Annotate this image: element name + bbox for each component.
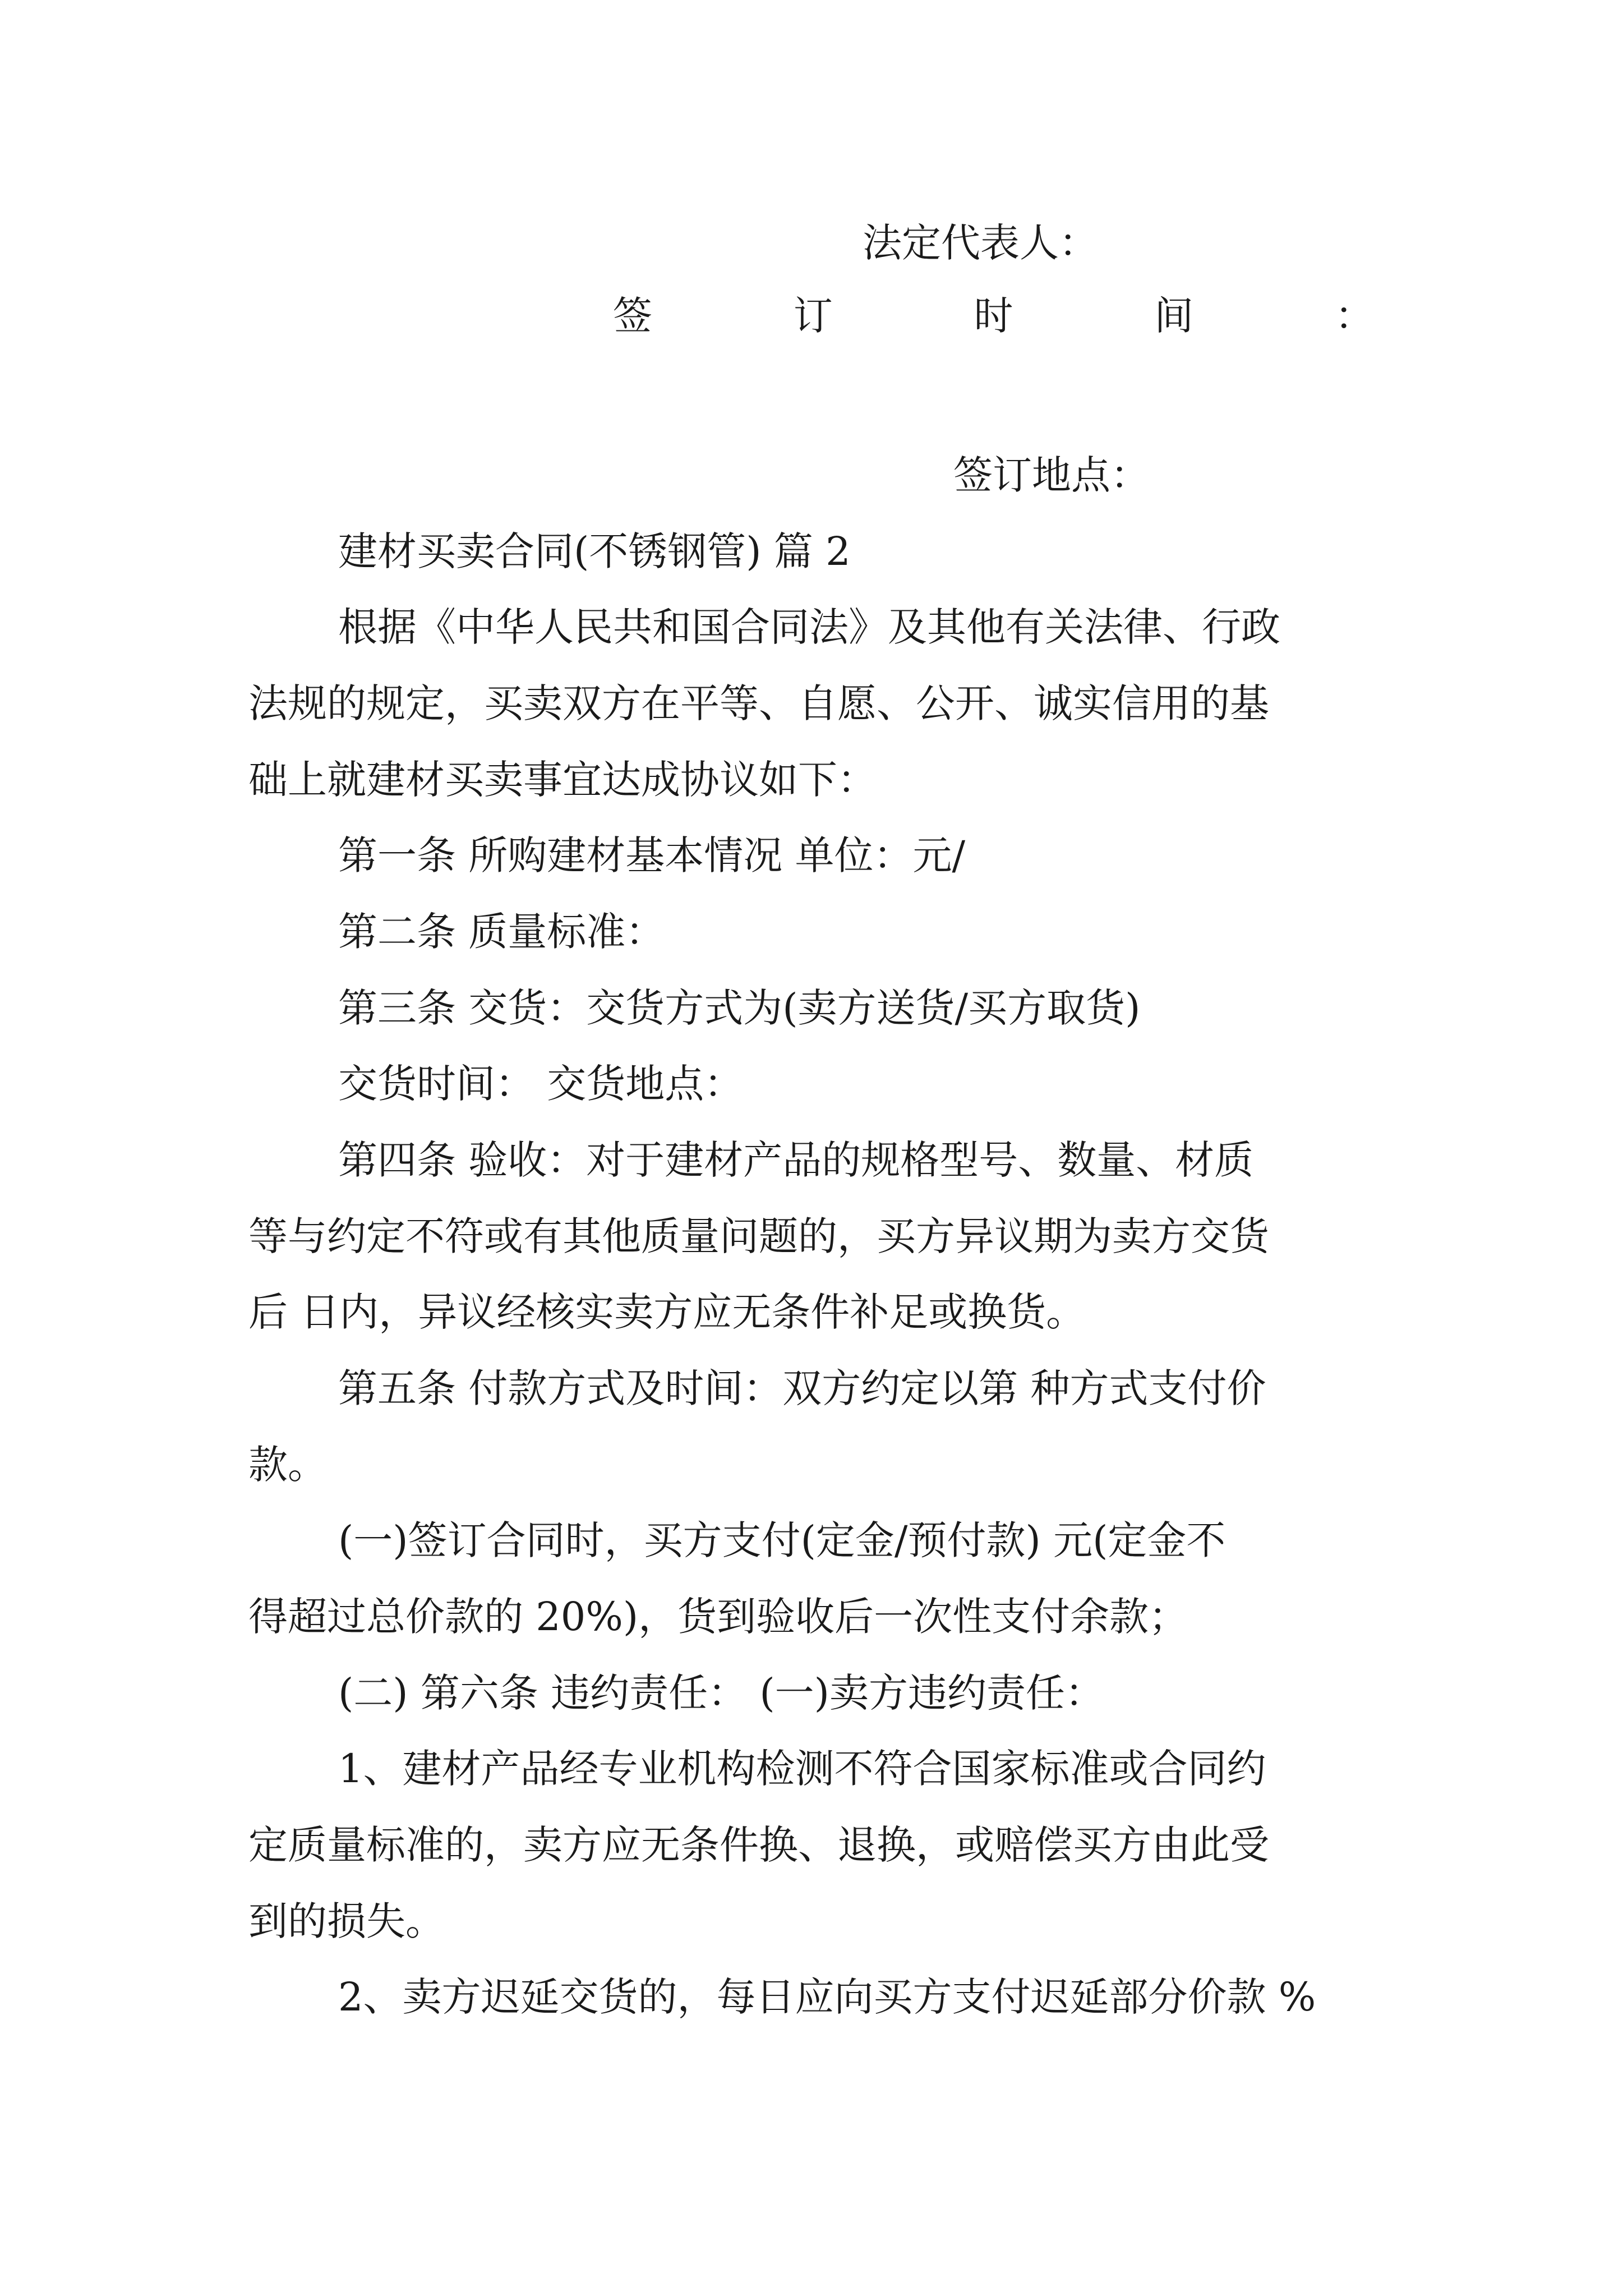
article-5: 第五条 付款方式及时间：双方约定以第 种方式支付价 [338,1365,1266,1411]
paragraph-line: 交货时间： 交货地点： [338,1061,744,1107]
article-2: 第二条 质量标准： [338,909,665,955]
paragraph-line: 定质量标准的，卖方应无条件换、退换，或赔偿买方由此受 [248,1822,1269,1868]
paragraph-line: 后 日内，异议经核实卖方应无条件补足或换货。 [248,1289,1086,1335]
paragraph-line: 到的损失。 [248,1898,445,1944]
signing-place-label: 签订地点： [953,452,1150,498]
article-1: 第一条 所购建材基本情况 单位：元/ [338,832,966,878]
signing-time-char: 时 [974,293,1013,339]
article-6: (二) 第六条 违约责任： (一)卖方违约责任： [338,1670,1104,1716]
paragraph-line: 法规的规定，买卖双方在平等、自愿、公开、诚实信用的基 [248,680,1269,726]
paragraph-line: 得超过总价款的 20%)，货到验收后一次性支付余款； [248,1594,1188,1640]
paragraph-line: 2、卖方迟延交货的，每日应向买方支付迟延部分价款 % [338,1974,1316,2020]
paragraph-line: 1、建材产品经专业机构检测不符合国家标准或合同约 [338,1746,1266,1792]
paragraph-line: (一)签订合同时，买方支付(定金/预付款) 元(定金不 [338,1517,1226,1563]
signing-time-char: 订 [793,293,833,339]
legal-representative-label: 法定代表人： [863,220,1098,266]
signing-time-char: 间 [1154,293,1194,339]
paragraph-line: 础上就建材买卖事宜达成协议如下： [248,757,877,803]
contract-title: 建材买卖合同(不锈钢管) 篇 2 [338,528,851,574]
paragraph-line: 等与约定不符或有其他质量问题的，买方异议期为卖方交货 [248,1213,1269,1259]
paragraph-line: 款。 [248,1442,327,1488]
signing-time-label [613,291,1374,341]
paragraph-line: 根据《中华人民共和国合同法》及其他有关法律、行政 [338,604,1280,650]
article-3: 第三条 交货：交货方式为(卖方送货/买方取货) [338,985,1141,1031]
signing-time-char: ： [1335,293,1374,339]
signing-time-char: 签 [613,293,652,339]
article-4: 第四条 验收：对于建材产品的规格型号、数量、材质 [338,1137,1254,1183]
